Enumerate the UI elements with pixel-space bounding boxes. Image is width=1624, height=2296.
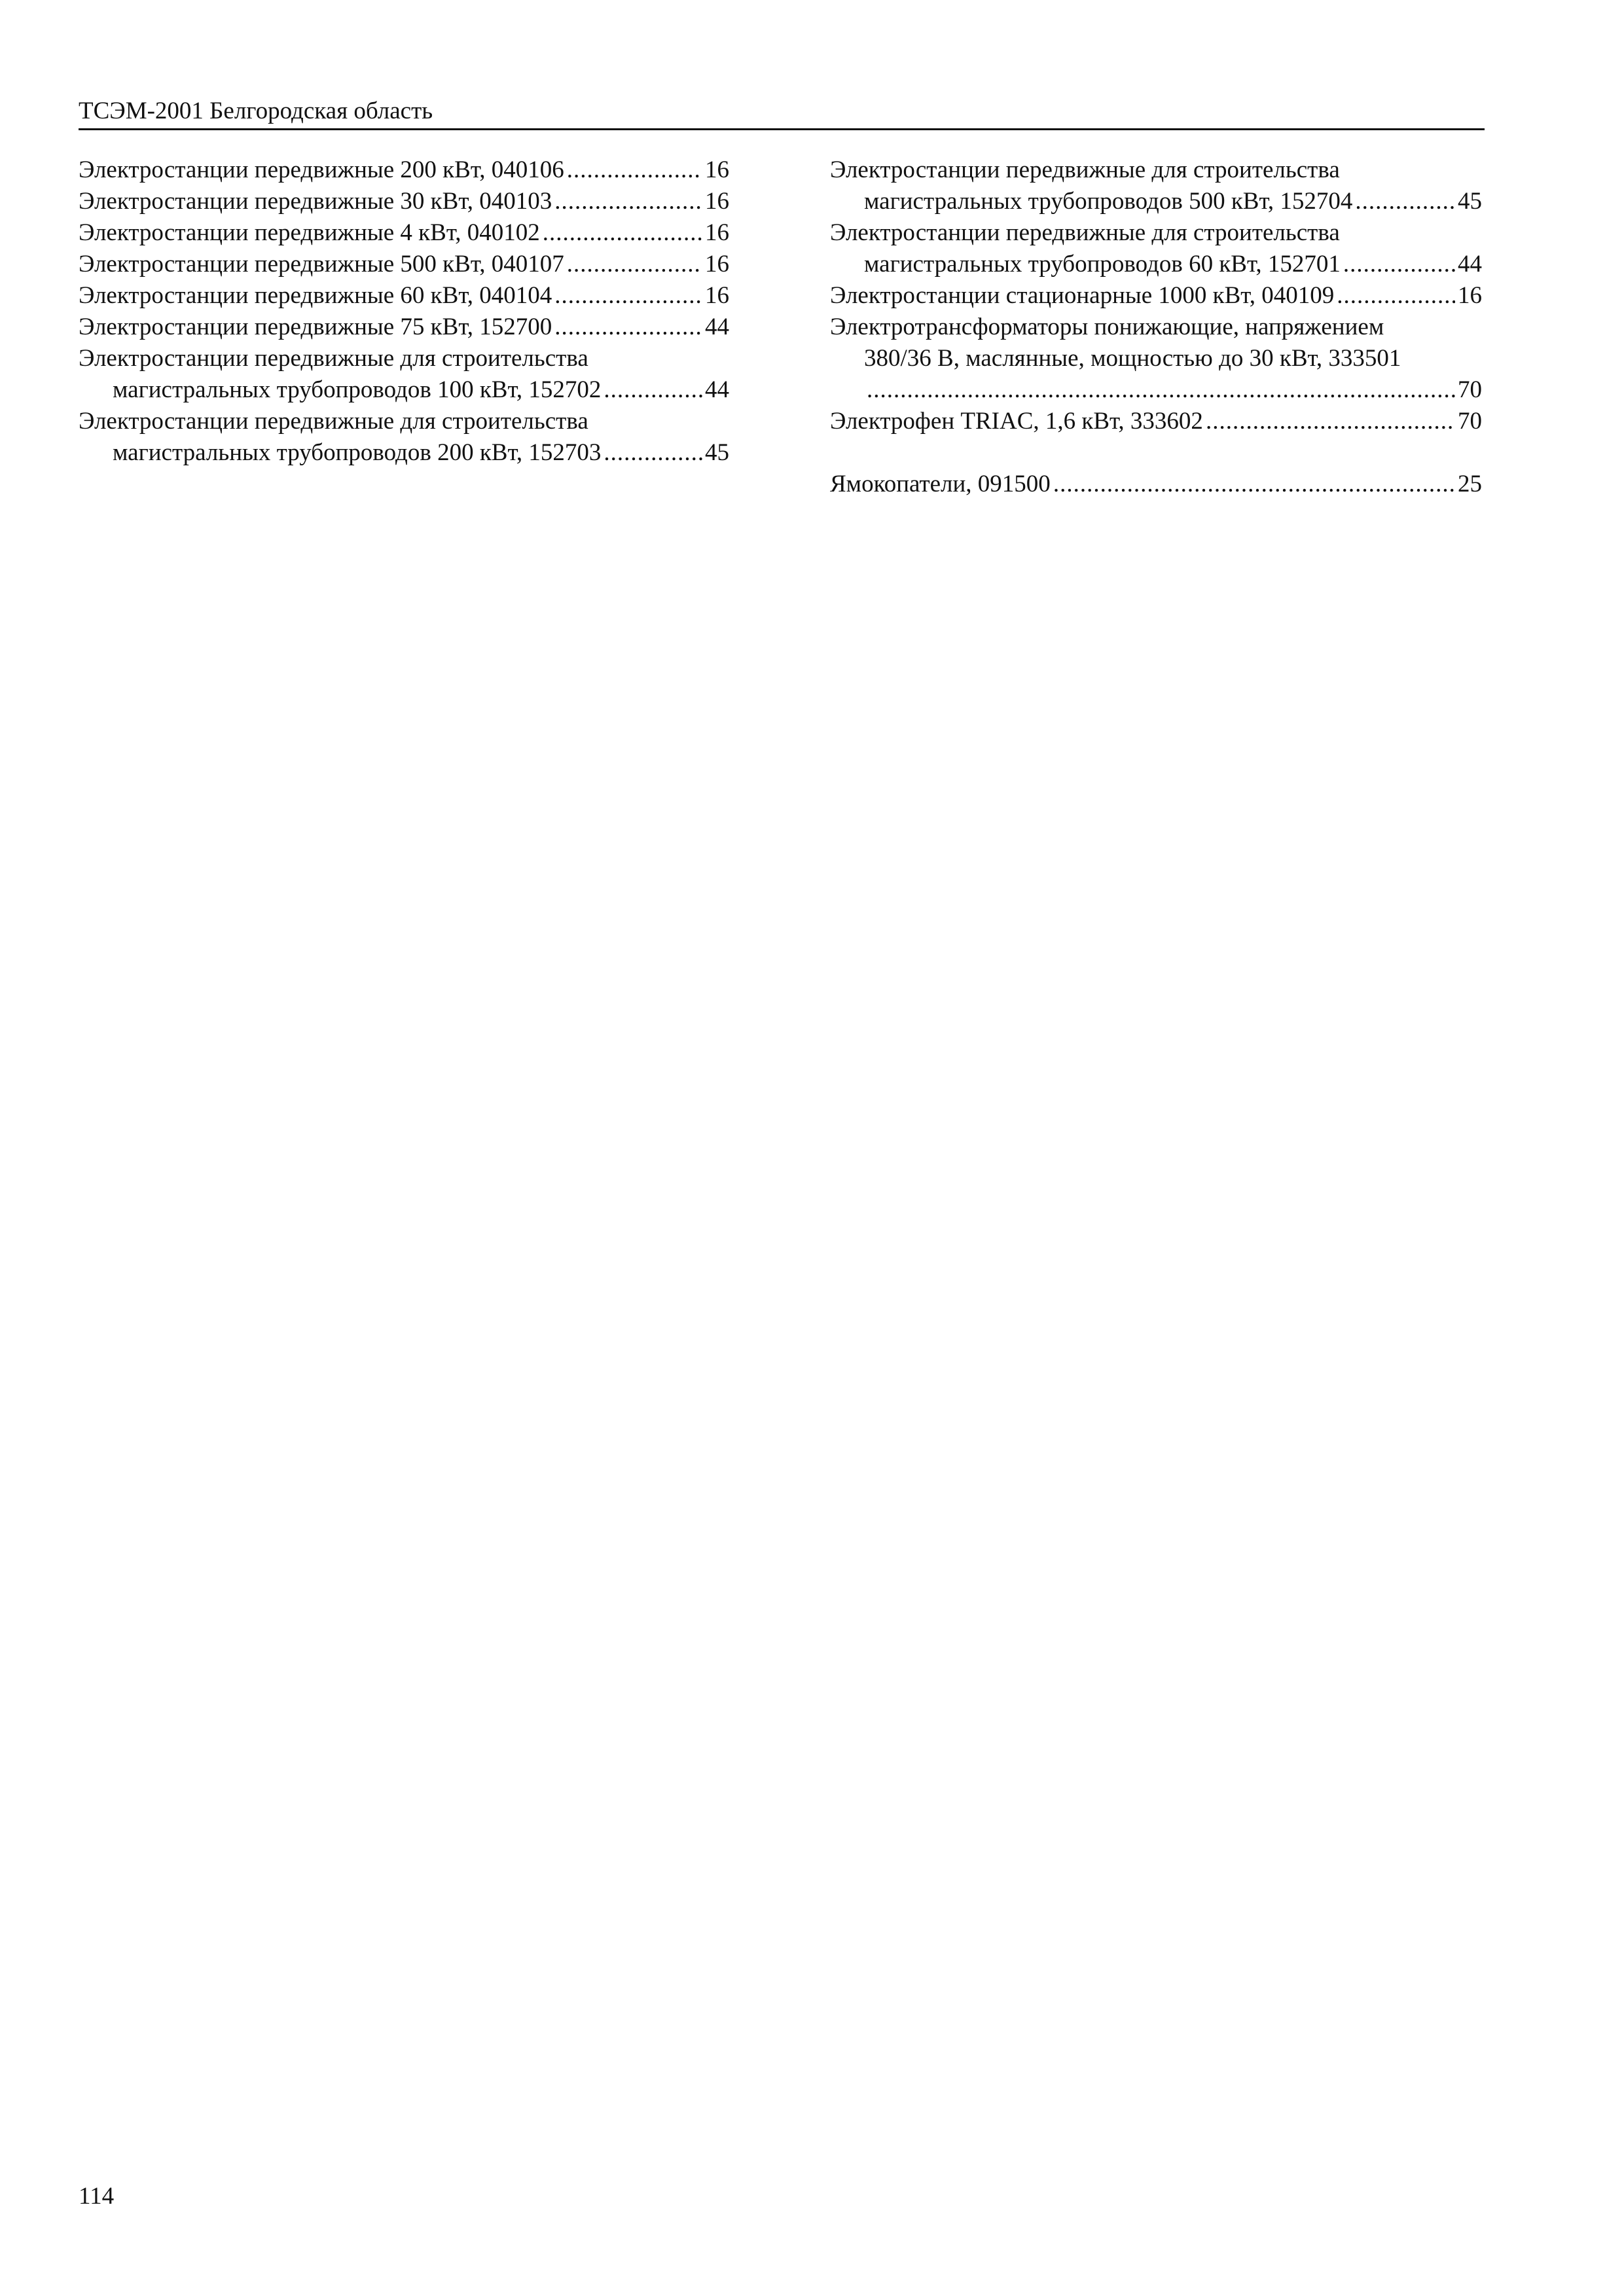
entry-page-number: 16 xyxy=(705,188,729,215)
dot-leader xyxy=(604,437,702,469)
entry-text: Электростанции передвижные 60 кВт, 040104 xyxy=(79,282,552,309)
entry-page-number: 45 xyxy=(705,439,729,466)
index-entry xyxy=(830,469,1482,500)
entry-text: Электростанции передвижные 75 кВт, 152700 xyxy=(79,314,552,340)
entry-page-number: 45 xyxy=(1458,188,1482,215)
entry-text: магистральных трубопроводов 60 кВт, 152701 xyxy=(864,251,1341,278)
running-title: ТСЭМ-2001 Белгородская область xyxy=(79,98,433,124)
dot-leader xyxy=(554,280,702,312)
entry-first-line: Электростанции передвижные для строительства xyxy=(79,345,588,372)
entry-text: Электростанции передвижные 200 кВт, 040106 xyxy=(79,156,564,183)
dot-leader xyxy=(554,186,702,217)
dot-leader xyxy=(867,374,1455,406)
page-number: 114 xyxy=(79,2183,115,2210)
entry-first-line: Электростанции передвижные для строительства xyxy=(830,219,1340,246)
dot-leader xyxy=(554,312,702,343)
entry-text: магистральных трубопроводов 200 кВт, 152703 xyxy=(113,439,602,466)
entry-text: Электростанции стационарные 1000 кВт, 040109 xyxy=(830,282,1335,309)
entry-page-number: 70 xyxy=(1458,408,1482,435)
entry-page-number: 16 xyxy=(1458,282,1482,309)
entry-text: Ямокопатели, 091500 xyxy=(830,471,1051,497)
index-entry xyxy=(79,343,729,406)
index-entry xyxy=(79,312,729,343)
dot-leader xyxy=(1053,469,1455,500)
entry-first-line: Электротрансформаторы понижающие, напряжением xyxy=(830,314,1384,340)
entry-text: Электростанции передвижные 4 кВт, 040102 xyxy=(79,219,540,246)
entry-page-number: 16 xyxy=(705,282,729,309)
index-entry xyxy=(830,280,1482,312)
dot-leader xyxy=(543,217,702,249)
entry-page-number: 44 xyxy=(705,376,729,403)
page-header xyxy=(79,97,1485,130)
entry-second-line: 380/36 В, маслянные, мощностью до 30 кВт, 333501 xyxy=(864,345,1401,372)
dot-leader xyxy=(1355,186,1455,217)
dot-leader xyxy=(1337,280,1455,312)
index-column-left xyxy=(79,154,729,469)
dot-leader xyxy=(604,374,702,406)
entry-text: Электрофен TRIAC, 1,6 кВт, 333602 xyxy=(830,408,1203,435)
entry-text: Электростанции передвижные 30 кВт, 040103 xyxy=(79,188,552,215)
entry-page-number: 70 xyxy=(1458,376,1482,403)
entry-page-number: 16 xyxy=(705,219,729,246)
index-entry xyxy=(79,249,729,280)
entry-page-number: 25 xyxy=(1458,471,1482,497)
index-entry xyxy=(79,406,729,469)
entry-text: магистральных трубопроводов 500 кВт, 152704 xyxy=(864,188,1353,215)
entry-page-number: 44 xyxy=(1458,251,1482,278)
entry-first-line: Электростанции передвижные для строительства xyxy=(830,156,1340,183)
index-entry xyxy=(830,154,1482,217)
entry-text: Электростанции передвижные 500 кВт, 040107 xyxy=(79,251,564,278)
index-column-right xyxy=(830,154,1482,500)
dot-leader xyxy=(567,249,702,280)
dot-leader xyxy=(567,154,702,186)
index-entry xyxy=(79,217,729,249)
index-entry xyxy=(830,312,1482,406)
index-entry xyxy=(830,217,1482,280)
entry-text: магистральных трубопроводов 100 кВт, 152702 xyxy=(113,376,602,403)
index-entry xyxy=(79,280,729,312)
entry-first-line: Электростанции передвижные для строительства xyxy=(79,408,588,435)
index-entry xyxy=(79,186,729,217)
index-entry xyxy=(830,406,1482,437)
dot-leader xyxy=(1343,249,1455,280)
dot-leader xyxy=(1206,406,1455,437)
entry-page-number: 16 xyxy=(705,156,729,183)
entry-page-number: 16 xyxy=(705,251,729,278)
entry-page-number: 44 xyxy=(705,314,729,340)
index-entry xyxy=(79,154,729,186)
